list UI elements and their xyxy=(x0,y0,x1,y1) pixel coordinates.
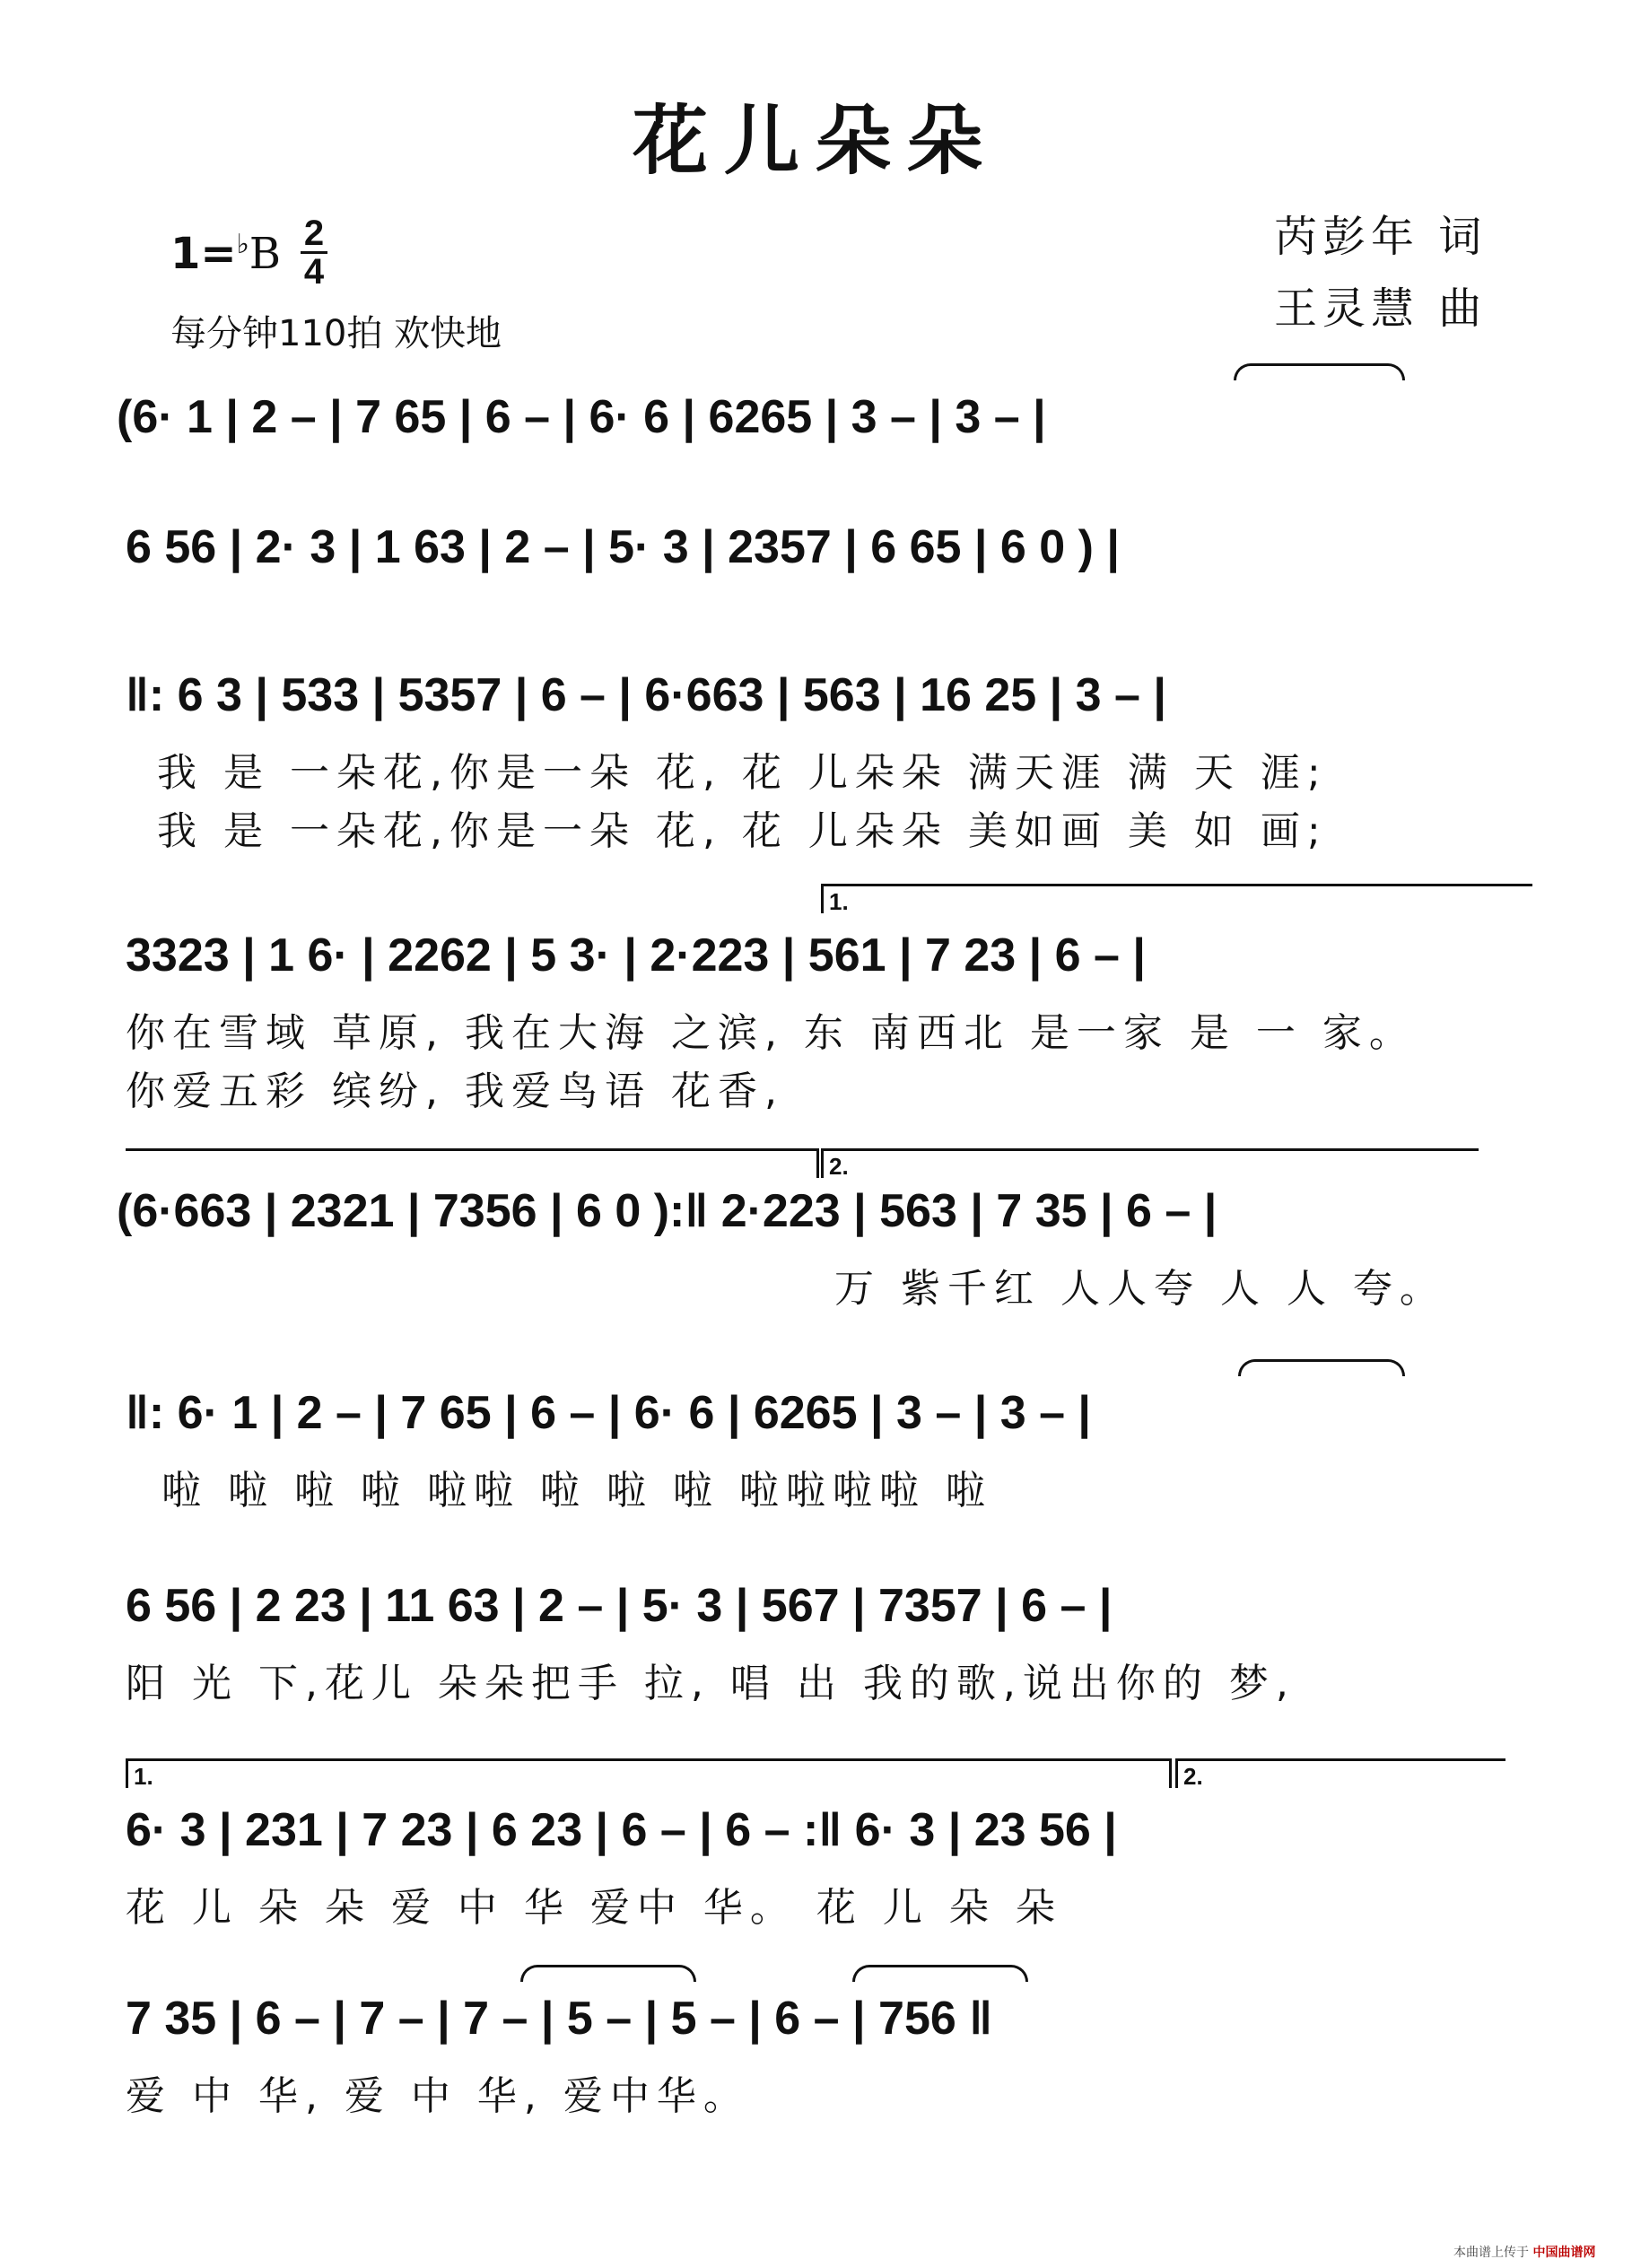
ending-number: 1. xyxy=(829,888,849,915)
tie xyxy=(852,1965,1028,1982)
footer-text: 本曲谱上传于 xyxy=(1453,2246,1529,2260)
score-line-1 xyxy=(117,390,1534,480)
score-line-2 xyxy=(117,520,1534,610)
first-ending-bracket xyxy=(821,884,1532,913)
notation: 7 35 | 6 – | 7 – | 7 – | 5 – | 5 – | 6 – | 756 ‖ xyxy=(126,1993,993,2045)
notation: 6· 3 | 231 | 7 23 | 6 23 | 6 – | 6 – :‖ 6· 3 | 23 56 | xyxy=(126,1804,1117,1856)
notation: 6 56 | 2 23 | 11 63 | 2 – | 5· 3 | 567 | 7357 | 6 – | xyxy=(126,1580,1113,1632)
score-line-4 xyxy=(117,888,1534,1114)
ending-number: 1. xyxy=(134,1763,153,1790)
lyric-line: 阳 光 下,花儿 朵朵把手 拉, 唱 出 我的歌,说出你的 梦, xyxy=(126,1661,1296,1706)
score-line-9 xyxy=(117,1992,1534,2119)
second-ending-bracket xyxy=(821,1148,1479,1178)
lyric-verse-2: 我 是 一朵花,你是一朵 花, 花 儿朵朵 美如画 美 如 画; xyxy=(157,808,1328,854)
footer xyxy=(1453,2243,1595,2261)
score-line-6 xyxy=(117,1386,1534,1513)
tie xyxy=(520,1965,696,1982)
lyric-line: 万 紫千红 人人夸 人 人 夸。 xyxy=(834,1266,1446,1312)
tie xyxy=(1234,363,1405,380)
tempo-marking: 每分钟110拍 欢快地 xyxy=(170,313,502,354)
key-signature xyxy=(170,229,281,279)
lyric-line: 爱 中 华, 爱 中 华, 爱中华。 xyxy=(126,2073,750,2119)
notation: (6· 1 | 2 – | 7 65 | 6 – | 6· 6 | 6265 | 3 – | 3 – | xyxy=(117,391,1046,443)
time-denominator: 4 xyxy=(301,251,327,290)
lyric-verse-1: 我 是 一朵花,你是一朵 花, 花 儿朵朵 满天涯 满 天 涯; xyxy=(157,750,1328,796)
ending-number: 2. xyxy=(829,1153,849,1180)
lyric-line: 啦 啦 啦 啦 啦啦 啦 啦 啦 啦啦啦啦 啦 xyxy=(161,1468,992,1513)
notation: (6·663 | 2321 | 7356 | 6 0 ):‖ 2·223 | 563 | 7 35 | 6 – | xyxy=(117,1185,1217,1237)
composer-credit: 王灵慧 曲 xyxy=(1274,284,1488,334)
first-ending-continuation xyxy=(126,1148,819,1178)
lyric-line: 花 儿 朵 朵 爱 中 华 爱中 华。 花 儿 朵 朵 xyxy=(126,1885,1062,1931)
notation: 6 56 | 2· 3 | 1 63 | 2 – | 5· 3 | 2357 | 6 65 | 6 0 ) | xyxy=(126,521,1120,573)
notation: ‖: 6· 1 | 2 – | 7 65 | 6 – | 6· 6 | 6265 | 3 – | 3 – | xyxy=(126,1387,1091,1439)
brand-logo: 中国曲谱网 xyxy=(1532,2246,1596,2260)
score-line-8 xyxy=(117,1763,1534,1931)
lyric-verse-2: 你爱五彩 缤纷, 我爱鸟语 花香, xyxy=(126,1069,784,1114)
notation: ‖: 6 3 | 533 | 5357 | 6 – | 6·663 | 563 | 16 25 | 3 – | xyxy=(126,669,1166,721)
key-tonic: B xyxy=(249,229,282,279)
ending-number: 2. xyxy=(1183,1763,1203,1790)
lyric-verse-1: 你在雪域 草原, 我在大海 之滨, 东 南西北 是一家 是 一 家。 xyxy=(126,1010,1416,1056)
tie xyxy=(1238,1359,1405,1376)
page-title: 花儿朵朵 xyxy=(633,96,999,185)
key-prefix: 1= xyxy=(170,229,237,279)
score-line-3 xyxy=(117,668,1534,854)
score-line-7 xyxy=(117,1579,1534,1706)
flat-sign: ♭ xyxy=(236,229,249,260)
score-line-5 xyxy=(117,1153,1534,1312)
notation: 3323 | 1 6· | 2262 | 5 3· | 2·223 | 561 | 7 23 | 6 – | xyxy=(126,929,1146,981)
lyricist-credit: 芮彭年 词 xyxy=(1274,212,1488,262)
second-ending-bracket xyxy=(1175,1758,1505,1788)
first-ending-bracket xyxy=(126,1758,1172,1788)
time-numerator: 2 xyxy=(303,214,325,253)
time-signature xyxy=(301,215,327,290)
